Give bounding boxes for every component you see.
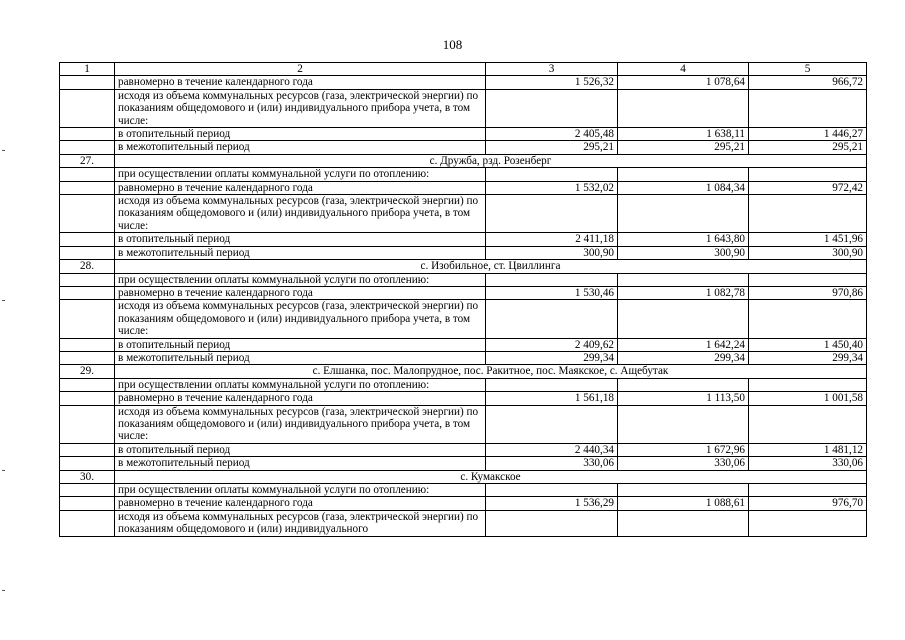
row-number-empty [60,168,115,181]
row-number-empty [60,195,115,233]
row-number-empty [60,378,115,391]
row-number-empty [60,338,115,351]
tariff-value-col4: 1 088,61 [618,497,749,510]
tariff-row [60,128,867,141]
empty-cell [749,168,867,181]
empty-cell [749,405,867,443]
empty-cell [618,484,749,497]
row-label: при осуществлении оплаты коммунальной услуги по отоплению: [115,168,486,181]
empty-cell [618,378,749,391]
tariff-row [60,443,867,456]
row-number-empty [60,286,115,299]
column-header: 3 [486,63,618,76]
settlement-row [60,154,867,167]
tariff-value-col3: 1 561,18 [486,392,618,405]
tariff-value-col3: 1 536,29 [486,497,618,510]
tariff-value-col3: 2 405,48 [486,128,618,141]
tariff-value-col4: 1 672,96 [618,443,749,456]
row-number-empty [60,89,115,127]
tariff-value-col5: 295,21 [749,141,867,154]
tariff-row [60,286,867,299]
row-number-empty [60,141,115,154]
empty-cell [486,405,618,443]
empty-cell [749,484,867,497]
tariff-value-col3: 300,90 [486,246,618,259]
row-number: 28. [60,260,115,273]
row-label: равномерно в течение календарного года [115,392,486,405]
tariff-value-col5: 970,86 [749,286,867,299]
tariff-row [60,76,867,89]
tariff-value-col4: 300,90 [618,246,749,259]
tariff-value-col4: 299,34 [618,351,749,364]
row-number: 27. [60,154,115,167]
empty-cell [618,273,749,286]
tariff-value-col5: 299,34 [749,351,867,364]
row-number-empty [60,181,115,194]
tariff-value-col5: 1 451,96 [749,233,867,246]
empty-cell [749,273,867,286]
tariff-value-col3: 330,06 [486,457,618,470]
tariff-value-col3: 2 440,34 [486,443,618,456]
row-label: равномерно в течение календарного года [115,497,486,510]
row-number-empty [60,392,115,405]
settlement-row [60,365,867,378]
tariff-row [60,392,867,405]
tariff-value-col3: 295,21 [486,141,618,154]
row-label: равномерно в течение календарного года [115,76,486,89]
settlement-row [60,470,867,483]
row-number-empty [60,510,115,536]
row-label: исходя из объема коммунальных ресурсов (газа, электрической энергии) по показаниям общедомового и (или) индивидуального прибора учета, в том числе: [115,89,486,127]
tariff-value-col5: 330,06 [749,457,867,470]
text-row [60,89,867,127]
tariff-value-col3: 1 530,46 [486,286,618,299]
header-row [60,63,867,76]
empty-cell [749,89,867,127]
empty-cell [486,484,618,497]
column-header: 4 [618,63,749,76]
empty-cell [749,378,867,391]
row-label: в отопительный период [115,338,486,351]
text-row [60,510,867,536]
row-number-empty [60,457,115,470]
empty-cell [618,405,749,443]
text-row [60,168,867,181]
settlement-name: с. Изобильное, ст. Цвиллинга [115,260,867,273]
row-number-empty [60,497,115,510]
tariff-value-col4: 1 643,80 [618,233,749,246]
tariff-value-col4: 1 084,34 [618,181,749,194]
row-number: 30. [60,470,115,483]
row-label: исходя из объема коммунальных ресурсов (газа, электрической энергии) по показаниям общедомового и (или) индивидуального прибора учета, в том числе: [115,300,486,338]
tariff-value-col5: 966,72 [749,76,867,89]
row-label: исходя из объема коммунальных ресурсов (газа, электрической энергии) по показаниям общедомового и (или) индивидуального прибора учета, в том числе: [115,195,486,233]
empty-cell [486,378,618,391]
tariff-row [60,497,867,510]
tariff-row [60,181,867,194]
tariff-value-col3: 1 526,32 [486,76,618,89]
scan-edge-mark [2,470,5,471]
tariff-value-col5: 1 001,58 [749,392,867,405]
empty-cell [486,195,618,233]
tariff-value-col4: 1 078,64 [618,76,749,89]
empty-cell [749,300,867,338]
settlement-name: с. Дружба, рзд. Розенберг [115,154,867,167]
empty-cell [749,510,867,536]
row-label: в отопительный период [115,443,486,456]
row-number-empty [60,233,115,246]
text-row [60,300,867,338]
text-row [60,484,867,497]
row-number-empty [60,443,115,456]
empty-cell [618,89,749,127]
tariff-value-col3: 2 411,18 [486,233,618,246]
scan-edge-mark [2,590,5,591]
tariff-value-col4: 1 082,78 [618,286,749,299]
tariff-table-body [60,63,867,537]
tariff-row [60,338,867,351]
tariff-row [60,457,867,470]
row-label: в межотопительный период [115,351,486,364]
row-number-empty [60,405,115,443]
row-label: при осуществлении оплаты коммунальной услуги по отоплению: [115,484,486,497]
tariff-value-col5: 1 446,27 [749,128,867,141]
row-number-empty [60,351,115,364]
settlement-name: с. Елшанка, пос. Малопрудное, пос. Ракитное, пос. Маякское, с. Ащебутак [115,365,867,378]
tariff-row [60,233,867,246]
tariff-row [60,246,867,259]
tariff-table [59,62,867,537]
row-label: исходя из объема коммунальных ресурсов (газа, электрической энергии) по показаниям общедомового и (или) индивидуального [115,510,486,536]
row-label: в межотопительный период [115,246,486,259]
empty-cell [486,510,618,536]
tariff-row [60,141,867,154]
row-number-empty [60,76,115,89]
tariff-value-col5: 1 450,40 [749,338,867,351]
row-label: при осуществлении оплаты коммунальной услуги по отоплению: [115,378,486,391]
column-header: 2 [115,63,486,76]
empty-cell [486,89,618,127]
row-label: исходя из объема коммунальных ресурсов (газа, электрической энергии) по показаниям общедомового и (или) индивидуального прибора учета, в том числе: [115,405,486,443]
tariff-value-col3: 1 532,02 [486,181,618,194]
row-number-empty [60,246,115,259]
row-number: 29. [60,365,115,378]
column-header: 1 [60,63,115,76]
tariff-value-col3: 2 409,62 [486,338,618,351]
row-label: в отопительный период [115,128,486,141]
row-number-empty [60,484,115,497]
empty-cell [618,168,749,181]
text-row [60,273,867,286]
empty-cell [618,195,749,233]
empty-cell [618,300,749,338]
text-row [60,195,867,233]
tariff-value-col4: 295,21 [618,141,749,154]
column-header: 5 [749,63,867,76]
row-number-empty [60,128,115,141]
tariff-value-col5: 976,70 [749,497,867,510]
row-label: при осуществлении оплаты коммунальной услуги по отоплению: [115,273,486,286]
row-label: равномерно в течение календарного года [115,286,486,299]
settlement-row [60,260,867,273]
row-label: в межотопительный период [115,141,486,154]
text-row [60,378,867,391]
tariff-row [60,351,867,364]
text-row [60,405,867,443]
row-label: в отопительный период [115,233,486,246]
row-number-empty [60,273,115,286]
tariff-value-col4: 1 638,11 [618,128,749,141]
tariff-value-col4: 1 113,50 [618,392,749,405]
page-number: 108 [442,37,463,52]
settlement-name: с. Кумакское [115,470,867,483]
empty-cell [486,168,618,181]
empty-cell [618,510,749,536]
tariff-value-col4: 330,06 [618,457,749,470]
row-label: в межотопительный период [115,457,486,470]
row-number-empty [60,300,115,338]
empty-cell [486,300,618,338]
tariff-value-col5: 972,42 [749,181,867,194]
scan-edge-mark [2,300,5,301]
tariff-value-col5: 1 481,12 [749,443,867,456]
tariff-value-col3: 299,34 [486,351,618,364]
tariff-value-col4: 1 642,24 [618,338,749,351]
row-label: равномерно в течение календарного года [115,181,486,194]
empty-cell [749,195,867,233]
tariff-value-col5: 300,90 [749,246,867,259]
scan-edge-mark [2,150,5,151]
empty-cell [486,273,618,286]
